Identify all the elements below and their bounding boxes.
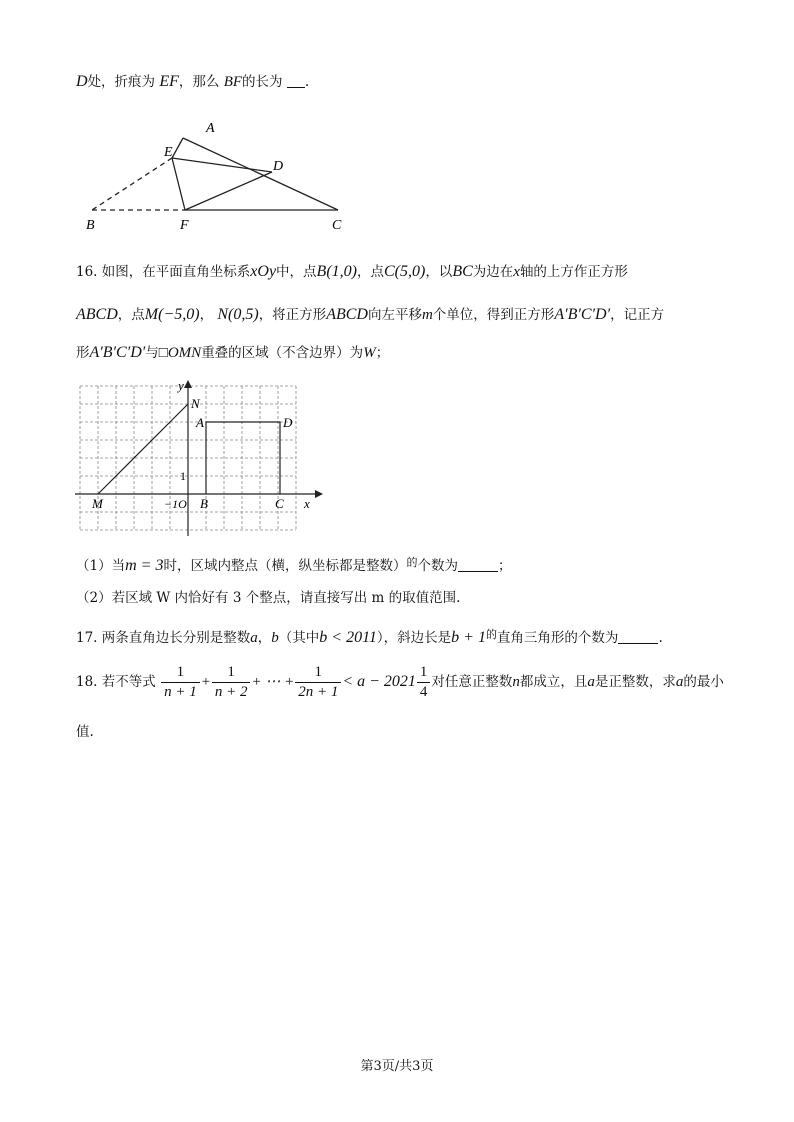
q15-tail-line [76, 72, 309, 92]
point-n-coord: N(0,5) [217, 306, 259, 323]
fig2-label-y: y [178, 378, 184, 393]
q16-text-4: ，以 [425, 264, 453, 280]
q16-text-1: 如图，在平面直角坐标系 [101, 264, 251, 280]
frac1-num: 1 [161, 663, 200, 683]
q17-text-6: 直角三角形的个数为 [496, 630, 619, 646]
q17-text-4: ），斜边长是 [376, 630, 452, 646]
q16-text-8: ， [199, 307, 214, 323]
q17-text-1: 两条直角边长分别是整数 [101, 630, 251, 646]
fraction-1-over-2n-plus-1 [295, 663, 341, 702]
q17-text-3: （其中 [278, 630, 320, 646]
fig2-label-c: C [275, 496, 284, 511]
point-d-label: D [76, 73, 88, 90]
q16-part-2 [76, 588, 460, 608]
square-abcd-prime: A′B′C′D′ [554, 306, 611, 323]
fraction-1-over-n-plus-2 [212, 663, 251, 702]
q18-line-1 [76, 662, 724, 702]
q16-text-5: 为边在 [472, 264, 514, 280]
q18-text-6: 值. [76, 724, 94, 740]
fraction-1-over-n-plus-1 [161, 663, 200, 702]
q16-p1-text-d: 个数为 [417, 558, 458, 574]
q15-text-4: . [304, 74, 310, 90]
var-n: n [512, 674, 520, 690]
q16-line-3 [76, 343, 389, 363]
triangle-omn: □OMN [158, 345, 202, 361]
fig2-label-one: 1 [180, 469, 186, 483]
region-w: W [363, 345, 376, 361]
q18-text-5: 的最小 [683, 674, 724, 690]
page-footer: 第3页/共3页 [360, 1059, 434, 1074]
q16-text-16: ； [375, 345, 390, 361]
var-a-2: a [675, 674, 684, 690]
fig2-label-x: x [304, 496, 310, 511]
q16-part-1 [76, 553, 511, 576]
point-m-coord: M(−5,0) [144, 306, 200, 323]
q16-text-12: ，记正方 [610, 307, 665, 323]
q16-text-9: ，将正方形 [258, 307, 327, 323]
q16-p1-text-b: 时，区域内整点（横，纵坐标都是整数） [163, 558, 407, 574]
fig2-label-m: M [92, 496, 103, 511]
q16-text-13: 形 [76, 345, 90, 361]
q16-text-14: 与 [145, 345, 159, 361]
fig2-label-neg1-o: −1O [164, 497, 187, 511]
q18-text-1: 若不等式 [101, 674, 156, 690]
frac3-num: 1 [295, 663, 341, 683]
answer-blank-16-1[interactable] [458, 557, 498, 572]
q17-text-7: . [658, 630, 663, 646]
plus-dots-plus: + ⋯ + [251, 674, 295, 690]
q16-text-3: ，点 [356, 264, 384, 280]
answer-blank-15[interactable] [287, 73, 305, 88]
fig1-label-f: F [180, 218, 189, 233]
fig2-label-n: N [191, 396, 200, 411]
square-abcd-prime-2: A′B′C′D′ [89, 344, 146, 361]
fraction-1-over-4 [417, 663, 431, 702]
rhs-expression: < a − 2021 [342, 673, 416, 690]
q16-p2-text: （2）若区域 W 内恰好有 3 个整点，请直接写出 m 的取值范围. [76, 590, 461, 606]
q16-text-10: 向左平移 [367, 307, 422, 323]
fig1-label-d: D [273, 159, 284, 174]
q16-p1-text-c: 的 [406, 556, 418, 569]
x-axis-arrow [315, 490, 323, 498]
fig1-label-b: B [86, 218, 95, 233]
m-equals-3: m = 3 [125, 557, 164, 574]
b-plus-1: b + 1 [451, 629, 486, 646]
q16-text-2: 中，点 [276, 264, 317, 280]
var-b: b [271, 630, 279, 646]
q18-number: 18. [76, 674, 98, 690]
q16-p1-text-e: ； [497, 558, 512, 574]
frac4-num: 1 [417, 663, 431, 683]
segment-ef: EF [159, 73, 179, 90]
frac2-num: 1 [212, 663, 251, 683]
point-b-coord: B(1,0) [316, 263, 357, 280]
x-axis-var: x [513, 264, 520, 280]
y-axis-arrow [184, 380, 192, 388]
frac4-den: 4 [419, 684, 428, 700]
q15-text-1: 处，折痕为 [87, 74, 156, 90]
segment-mn [98, 404, 188, 494]
q16-text-11: 个单位，得到正方形 [432, 307, 555, 323]
var-a-1: a [587, 674, 595, 690]
q16-text-7: ，点 [117, 307, 145, 323]
q16-text-15: 重叠的区域（不含边界）为 [201, 345, 364, 361]
q16-p1-text-a: （1）当 [76, 558, 126, 574]
q18-text-4: 是正整数，求 [594, 674, 676, 690]
frac3-den: 2n + 1 [298, 684, 339, 700]
q15-text-2: ，那么 [178, 74, 220, 90]
b-less-2011: b < 2011 [319, 629, 377, 646]
q16-number: 16. [76, 264, 98, 280]
q18-line-2 [76, 722, 94, 742]
q16-line-1 [76, 262, 628, 282]
coordinate-grid-figure [70, 378, 330, 538]
fig1-label-c: C [332, 218, 342, 233]
q18-text-2: 对任意正整数 [431, 674, 513, 690]
fig2-label-b: B [200, 496, 208, 511]
q17-text-2: ， [257, 630, 272, 646]
triangle-fold-figure [80, 115, 360, 235]
q17-text-5: 的 [485, 628, 497, 641]
fig1-label-a: A [206, 121, 215, 136]
frac1-den: n + 1 [164, 684, 197, 700]
var-m: m [421, 307, 433, 323]
fig2-label-a: A [196, 415, 204, 430]
frac2-den: n + 2 [214, 684, 248, 700]
q17-number: 17. [76, 630, 98, 646]
answer-blank-17[interactable] [618, 629, 658, 644]
q18-text-3: 都成立，且 [519, 674, 588, 690]
q16-line-2 [76, 305, 664, 325]
fig1-label-e: E [164, 145, 173, 160]
q16-text-6: 轴的上方作正方形 [519, 264, 628, 280]
plus-sign: + [200, 674, 211, 690]
point-c-coord: C(5,0) [383, 263, 426, 280]
segment-bc: BC [452, 263, 473, 280]
segment-bf: BF [223, 74, 243, 90]
square-abcd: ABCD [76, 306, 118, 323]
q17-line [76, 625, 663, 648]
square-abcd-2: ABCD [326, 306, 368, 323]
plane-xoy: xOy [250, 263, 277, 280]
var-a: a [250, 630, 258, 646]
fig2-label-d: D [283, 415, 293, 430]
q15-text-3: 的长为 [242, 74, 283, 90]
